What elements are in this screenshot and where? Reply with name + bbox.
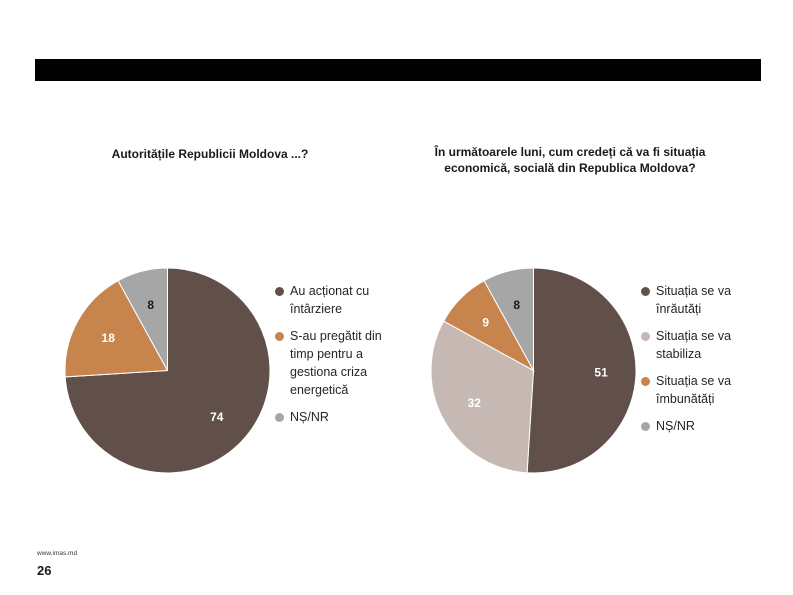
legend-label: Au acționat cu întârziere (290, 284, 370, 316)
data-label-ns-nr: 8 (147, 297, 155, 312)
legend-label: NȘ/NR (290, 410, 329, 424)
legend-item-ns-nr (275, 408, 400, 426)
legend-label: NȘ/NR (656, 419, 695, 433)
data-label-s-au-pregatit-din-timp-pentru-a-gestiona-criza-energetica: 18 (101, 330, 115, 345)
legend-marker (641, 377, 650, 386)
data-label-au-actionat-cu-intarziere: 74 (210, 409, 224, 424)
page-number: 26 (37, 563, 52, 578)
legend-right (641, 282, 766, 444)
legend-marker (641, 422, 650, 431)
legend-marker (275, 287, 284, 296)
data-label-situatia-se-va-imbunatati: 9 (482, 315, 490, 330)
data-label-ns-nr: 8 (513, 297, 521, 312)
legend-item-situatia-se-va-inrautati (641, 282, 766, 318)
legend-item-au-actionat-cu-intarziere (275, 282, 400, 318)
pie-chart-left (65, 268, 270, 473)
header-bar (35, 59, 761, 81)
legend-label: S-au pregătit din timp pentru a gestiona criza energetică (290, 329, 382, 397)
footer-url: www.imas.md (37, 550, 78, 557)
data-label-situatia-se-va-stabiliza: 32 (467, 396, 481, 411)
legend-marker (641, 287, 650, 296)
pie-slice-situatia-se-va-inrautati (527, 268, 636, 473)
data-label-situatia-se-va-inrautati: 51 (594, 365, 608, 380)
legend-marker (641, 332, 650, 341)
legend-label: Situația se va îmbunătăți (656, 374, 732, 406)
legend-item-ns-nr (641, 417, 766, 435)
chart-title-left: Autoritățile Republicii Moldova ...? (111, 147, 309, 161)
legend-item-situatia-se-va-stabiliza (641, 327, 766, 363)
legend-marker (275, 413, 284, 422)
legend-marker (275, 332, 284, 341)
legend-label: Situația se va stabiliza (656, 329, 732, 361)
legend-left (275, 282, 400, 435)
chart-title-right: În următoarele luni, cum credeți că va fi situația economică, socială din Republica Moldova? (434, 145, 706, 175)
pie-chart-right (431, 268, 636, 473)
legend-label: Situația se va înrăutăți (656, 284, 732, 316)
legend-item-situatia-se-va-imbunatati (641, 372, 766, 408)
legend-item-s-au-pregatit-din-timp-pentru-a-gestiona-criza-energetica (275, 327, 400, 399)
